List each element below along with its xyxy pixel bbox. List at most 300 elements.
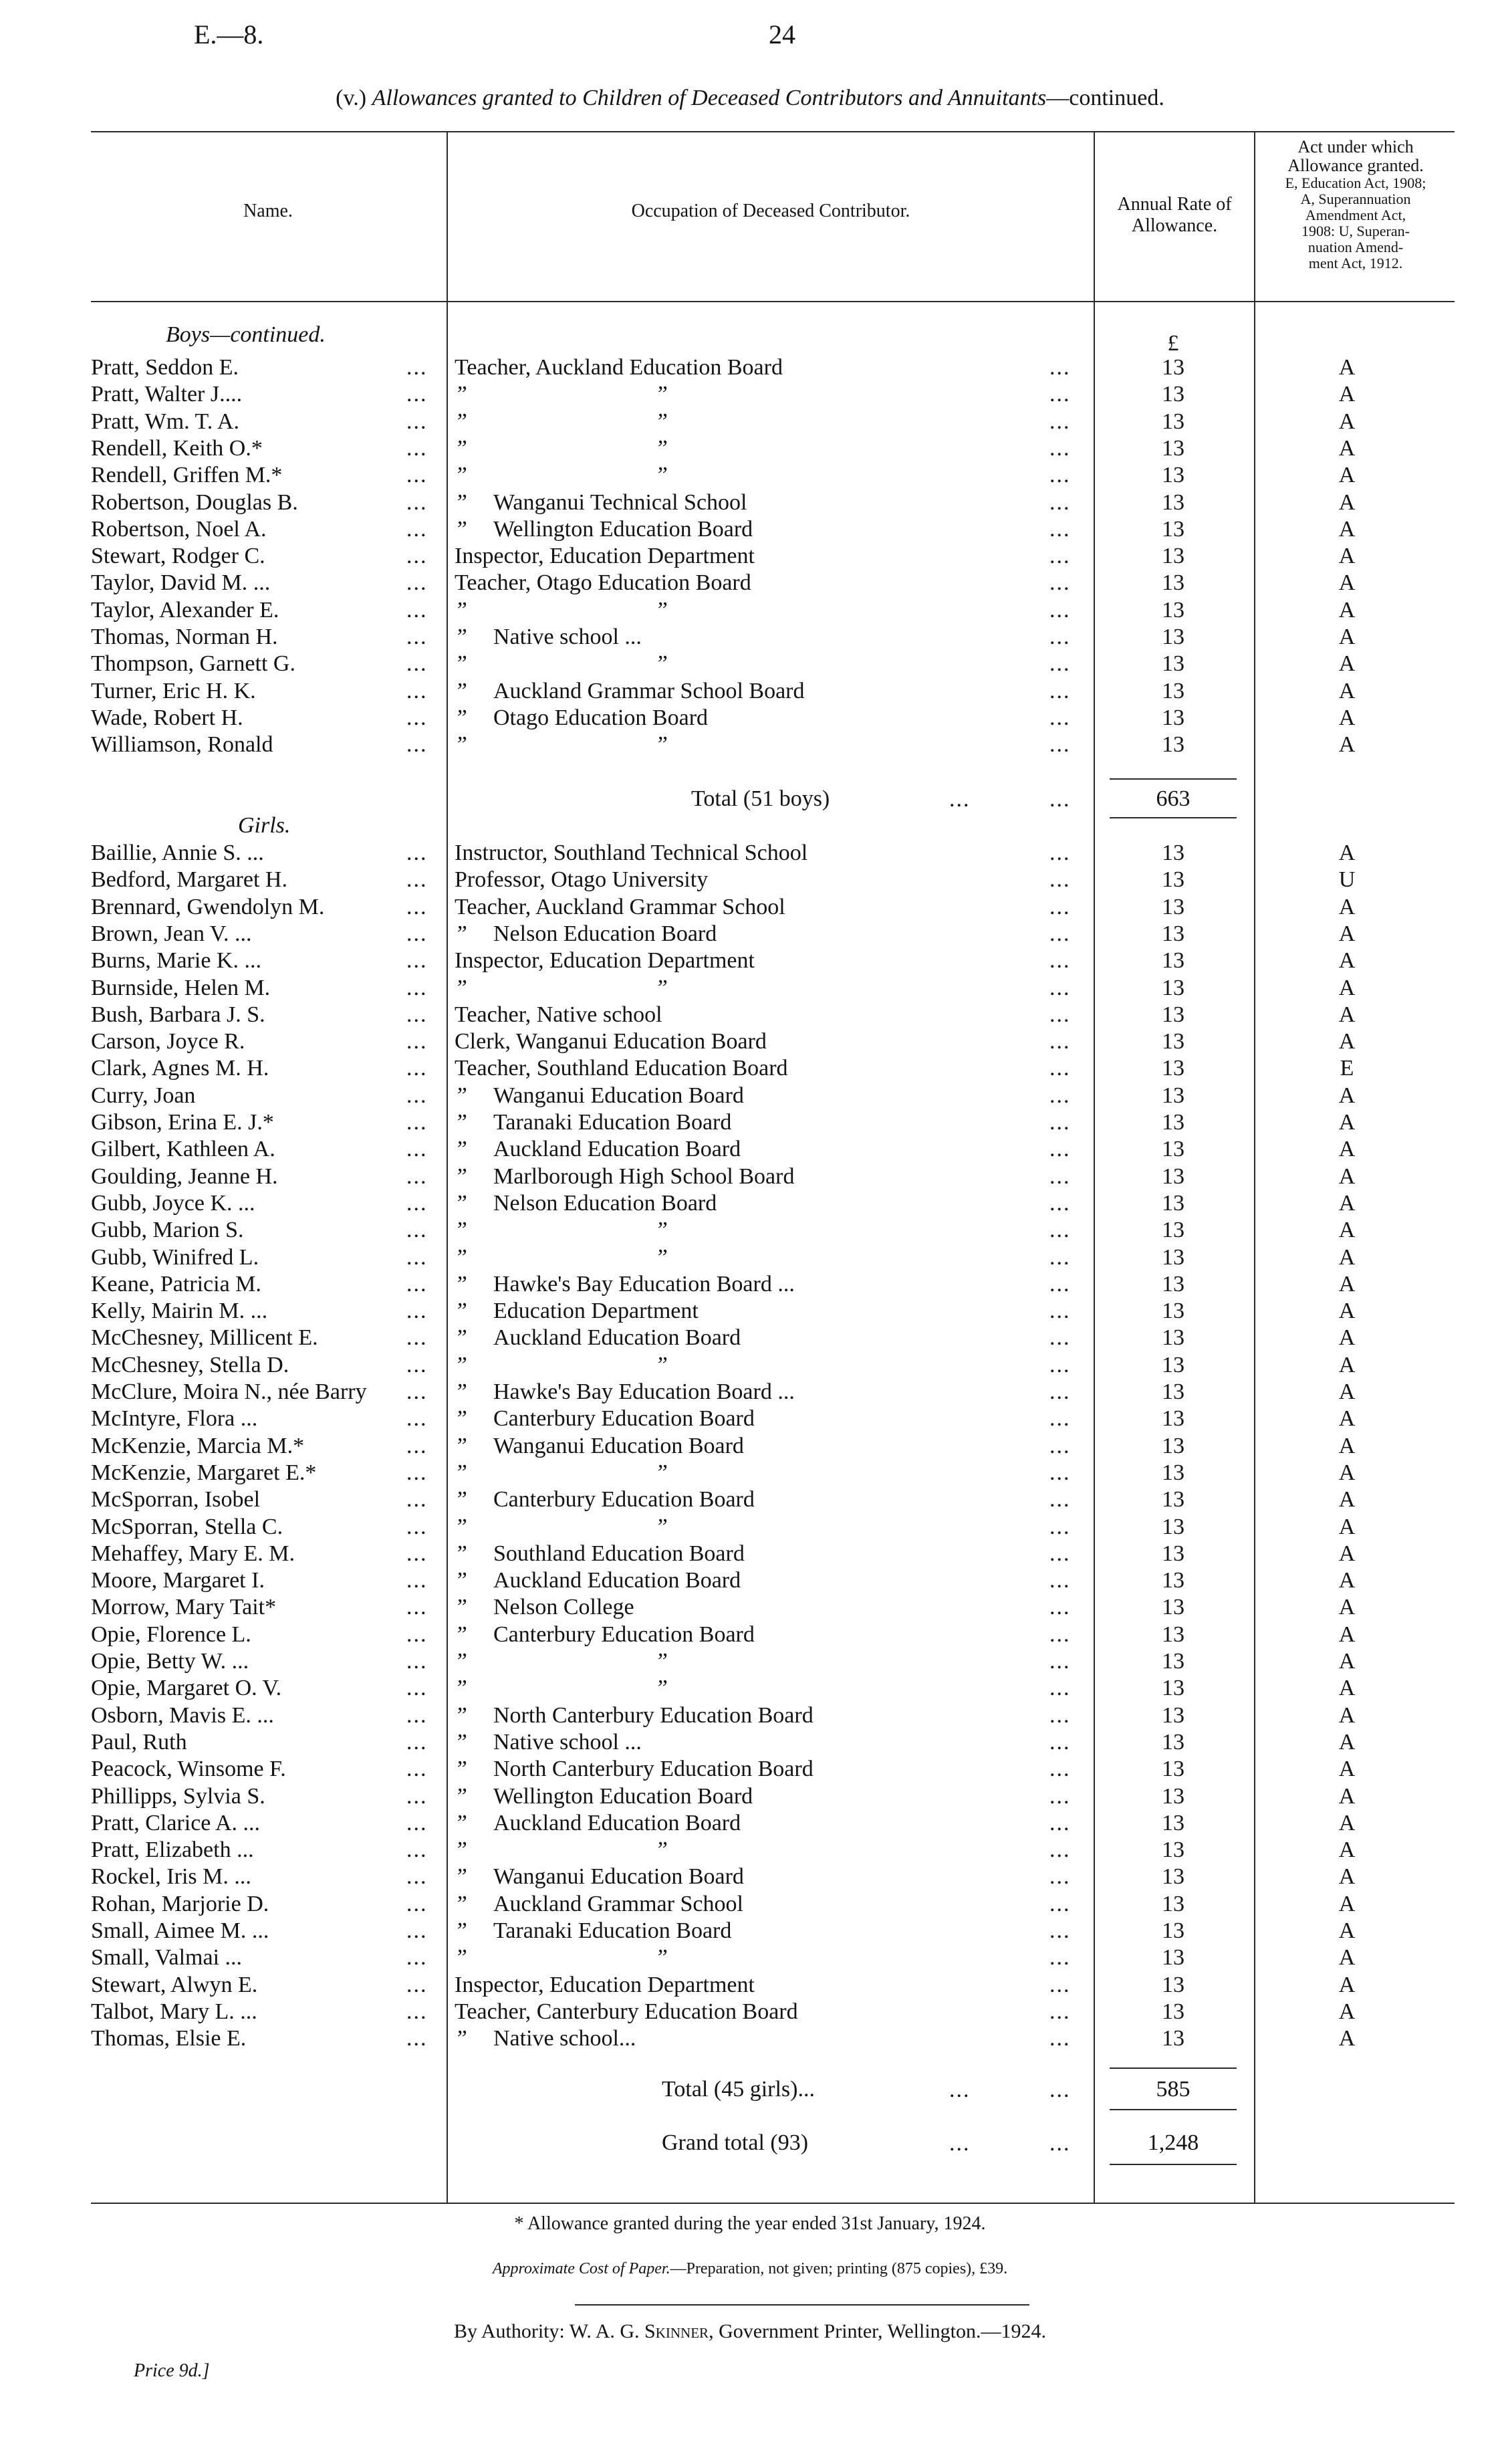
annual-rate: 13 [1162, 1137, 1184, 1162]
child-name: Thomas, Norman H. [91, 625, 278, 649]
occupation [455, 732, 668, 758]
leader-dots: ... [406, 1487, 428, 1513]
child-name: Rendell, Griffen M.* [91, 463, 283, 488]
act-code: A [1338, 1299, 1356, 1324]
leader-dots: ... [1049, 625, 1071, 649]
table-row [0, 1298, 1500, 1325]
annual-rate: 13 [1162, 1487, 1184, 1513]
occupation [455, 1702, 814, 1729]
occupation-text: Canterbury Education Board [493, 1621, 755, 1647]
occupation [455, 1621, 755, 1648]
ditto-mark: ” [655, 1352, 668, 1377]
child-name: Gilbert, Kathleen A. [91, 1137, 275, 1162]
leader-dots: ... [406, 1083, 428, 1108]
child-name: Carson, Joyce R. [91, 1029, 245, 1054]
leader-dots: ... [406, 1244, 428, 1270]
act-code: A [1338, 1837, 1356, 1863]
leader-dots: ... [1049, 1864, 1071, 1890]
leader-dots: ... [406, 1379, 428, 1404]
occupation [455, 2025, 636, 2052]
table-row [0, 1406, 1500, 1432]
occupation [455, 1918, 731, 1944]
act-code: A [1338, 1352, 1356, 1377]
child-name: Stewart, Rodger C. [91, 544, 265, 569]
leader-dots: ... [406, 921, 428, 946]
leader-dots: ... [406, 1783, 428, 1809]
leader-dots: ... [1049, 463, 1071, 488]
occupation [455, 1541, 745, 1567]
annual-rate: 13 [1162, 409, 1184, 434]
ditto-mark: ” [455, 1190, 467, 1216]
child-name: Rohan, Marjorie D. [91, 1891, 269, 1916]
leader-dots: ... [1049, 489, 1071, 515]
child-name: Phillipps, Sylvia S. [91, 1783, 265, 1809]
child-name: Pratt, Walter J.... [91, 382, 243, 407]
table-row [0, 894, 1500, 921]
annual-rate: 13 [1162, 1299, 1184, 1324]
occupation-text: Canterbury Education Board [493, 1487, 755, 1513]
leader-dots: ... [1049, 1541, 1071, 1566]
annual-rate: 13 [1162, 651, 1184, 677]
annual-rate: 13 [1162, 1379, 1184, 1404]
ditto-mark: ” [455, 678, 467, 703]
act-code: A [1338, 1676, 1356, 1701]
annual-rate: 13 [1162, 948, 1184, 974]
ditto-mark: ” [455, 409, 467, 434]
grand-total-dots-b: ... [1049, 2131, 1071, 2156]
act-code: A [1338, 1163, 1356, 1189]
child-name: Paul, Ruth [91, 1729, 187, 1755]
table-row [0, 1136, 1500, 1163]
child-name: Pratt, Clarice A. ... [91, 1810, 261, 1835]
child-name: Bush, Barbara J. S. [91, 1002, 265, 1027]
table-row [0, 732, 1500, 758]
table-bottom-rule [91, 2203, 1455, 2204]
leader-dots: ... [406, 1837, 428, 1863]
header-bottom-rule [91, 301, 1455, 302]
child-name: Taylor, David M. ... [91, 570, 271, 596]
ditto-mark: ” [455, 1676, 467, 1701]
table-row [0, 354, 1500, 381]
title-italic: Allowances granted to Children of Deceased Contributors and Annuitants [372, 86, 1047, 110]
leader-dots: ... [1049, 1972, 1071, 1997]
act-code: A [1338, 1810, 1356, 1835]
annual-rate: 13 [1162, 1002, 1184, 1027]
leader-dots: ... [406, 651, 428, 677]
act-code: A [1338, 1487, 1356, 1513]
ditto-mark: ” [455, 489, 467, 515]
occupation-text: Auckland Education Board [493, 1325, 741, 1351]
leader-dots: ... [1049, 705, 1071, 730]
leader-dots: ... [1049, 1137, 1071, 1162]
leader-dots: ... [1049, 1271, 1071, 1297]
grand-total-value: 1,248 [1147, 2130, 1199, 2155]
leader-dots: ... [406, 1595, 428, 1620]
annual-rate: 13 [1162, 732, 1184, 758]
act-code: A [1338, 1783, 1356, 1809]
occupation [455, 1271, 795, 1298]
leader-dots: ... [1049, 382, 1071, 407]
table-row [0, 1783, 1500, 1810]
annual-rate: 13 [1162, 1190, 1184, 1216]
act-code: A [1338, 1514, 1356, 1539]
act-code: A [1338, 1729, 1356, 1755]
annual-rate: 13 [1162, 1029, 1184, 1054]
occupation-text: Clerk, Wanganui Education Board [455, 1029, 767, 1054]
table-row [0, 1594, 1500, 1621]
child-name: Gubb, Joyce K. ... [91, 1190, 255, 1216]
table-row [0, 1702, 1500, 1729]
annual-rate: 13 [1162, 1810, 1184, 1835]
occupation-text: Otago Education Board [493, 705, 709, 730]
occupation-text: Marlborough High School Board [493, 1163, 795, 1189]
child-name: Pratt, Elizabeth ... [91, 1837, 254, 1863]
act-code: A [1338, 894, 1356, 919]
occupation [455, 1406, 755, 1432]
table-row [0, 840, 1500, 867]
table-row [0, 624, 1500, 651]
ditto-mark: ” [455, 463, 467, 488]
leader-dots: ... [406, 1999, 428, 2024]
act-code: A [1338, 1218, 1356, 1243]
leader-dots: ... [406, 948, 428, 974]
page-number: 24 [769, 19, 795, 49]
ditto-mark: ” [455, 651, 467, 677]
table-row [0, 543, 1500, 570]
leader-dots: ... [406, 1433, 428, 1458]
ditto-mark: ” [455, 975, 467, 1000]
leader-dots: ... [1049, 894, 1071, 919]
annual-rate: 13 [1162, 570, 1184, 596]
ditto-mark: ” [455, 1891, 467, 1916]
child-name: Small, Aimee M. ... [91, 1918, 269, 1943]
act-code: A [1338, 1110, 1356, 1135]
table-row [0, 409, 1500, 435]
leader-dots: ... [406, 1918, 428, 1943]
ditto-mark: ” [455, 1325, 467, 1351]
occupation [455, 975, 668, 1002]
child-name: Clark, Agnes M. H. [91, 1056, 269, 1081]
leader-dots: ... [1049, 1810, 1071, 1835]
girls-total-rule-bottom [1110, 2109, 1237, 2110]
occupation [455, 1325, 741, 1351]
girls-total-label: Total (45 girls)... [662, 2077, 815, 2102]
report-code: E.—8. [194, 19, 264, 49]
occupation-text: Native school... [493, 2026, 636, 2051]
authority-suffix: , Government Printer, Wellington.—1924. [709, 2320, 1046, 2342]
occupation-text: Hawke's Bay Education Board ... [493, 1379, 795, 1404]
leader-dots: ... [406, 570, 428, 596]
leader-dots: ... [406, 544, 428, 569]
occupation [455, 1891, 743, 1918]
act-code: A [1338, 1325, 1356, 1351]
act-code: E [1340, 1056, 1354, 1081]
child-name: McKenzie, Marcia M.* [91, 1433, 305, 1458]
price: Price 9d.] [134, 2360, 210, 2381]
leader-dots: ... [1049, 1945, 1071, 1971]
act-code: A [1338, 975, 1356, 1000]
occupation [455, 1486, 755, 1513]
leader-dots: ... [1049, 651, 1071, 677]
occupation-text: Taranaki Education Board [493, 1918, 732, 1943]
act-code: A [1338, 409, 1356, 434]
grand-total-rule-bottom [1110, 2164, 1237, 2165]
annual-rate: 13 [1162, 705, 1184, 730]
table-row [0, 705, 1500, 732]
occupation [455, 1028, 767, 1055]
occupation-text: Wellington Education Board [493, 1783, 753, 1809]
occupation-text: Nelson Education Board [493, 921, 717, 946]
table-row [0, 1567, 1500, 1594]
annual-rate: 13 [1162, 1406, 1184, 1432]
table-row [0, 597, 1500, 624]
child-name: McSporran, Isobel [91, 1487, 261, 1513]
child-name: Turner, Eric H. K. [91, 678, 256, 703]
child-name: Opie, Margaret O. V. [91, 1676, 282, 1701]
table-row [0, 1756, 1500, 1783]
child-name: Baillie, Annie S. ... [91, 841, 264, 865]
table-row [0, 867, 1500, 893]
table-row [0, 1325, 1500, 1351]
table-row [0, 1972, 1500, 1999]
occupation-text: Teacher, Southland Education Board [455, 1056, 788, 1081]
occupation [455, 921, 717, 947]
ditto-mark: ” [455, 1352, 467, 1377]
annual-rate: 13 [1162, 1891, 1184, 1916]
title-roman: (v.) [336, 86, 367, 110]
leader-dots: ... [1049, 867, 1071, 893]
leader-dots: ... [406, 1406, 428, 1432]
leader-dots: ... [1049, 1621, 1071, 1647]
occupation [455, 543, 755, 570]
ditto-mark: ” [455, 597, 467, 623]
occupation-text: Auckland Grammar School Board [493, 678, 805, 703]
ditto-mark: ” [455, 1595, 467, 1620]
act-code: U [1338, 867, 1356, 893]
ditto-mark: ” [455, 1163, 467, 1189]
occupation-text: Teacher, Auckland Grammar School [455, 894, 785, 919]
ditto-mark: ” [455, 1757, 467, 1782]
leader-dots: ... [1049, 1649, 1071, 1674]
leader-dots: ... [406, 355, 428, 380]
occupation-text: Instructor, Southland Technical School [455, 841, 808, 865]
leader-dots: ... [1049, 1352, 1071, 1377]
occupation [455, 1433, 744, 1460]
leader-dots: ... [1049, 1002, 1071, 1027]
act-code: A [1338, 732, 1356, 758]
occupation-text: Auckland Education Board [493, 1810, 741, 1835]
girls-total-dots-a: ... [949, 2078, 971, 2102]
act-code: A [1338, 1595, 1356, 1620]
table-row [0, 1891, 1500, 1918]
occupation-text: North Canterbury Education Board [493, 1757, 814, 1782]
ditto-mark: ” [655, 1514, 668, 1539]
occupation-text: Taranaki Education Board [493, 1110, 732, 1135]
occupation [455, 1190, 717, 1217]
occupation [455, 1352, 668, 1379]
child-name: Burnside, Helen M. [91, 975, 271, 1000]
act-code: A [1338, 948, 1356, 974]
girls-total-value: 585 [1156, 2077, 1191, 2102]
act-code: A [1338, 1864, 1356, 1890]
ditto-mark: ” [455, 732, 467, 758]
boys-total-label: Total (51 boys) [691, 786, 830, 811]
leader-dots: ... [406, 597, 428, 623]
table-title [0, 86, 1500, 111]
table-row [0, 1244, 1500, 1271]
leader-dots: ... [1049, 355, 1071, 380]
ditto-mark: ” [455, 1918, 467, 1943]
child-name: Opie, Florence L. [91, 1621, 251, 1647]
leader-dots: ... [1049, 1918, 1071, 1943]
child-name: Brennard, Gwendolyn M. [91, 894, 325, 919]
occupation [455, 1244, 668, 1271]
annual-rate: 13 [1162, 1163, 1184, 1189]
occupation [455, 840, 807, 867]
boys-total-value: 663 [1156, 786, 1191, 811]
occupation [455, 1136, 741, 1163]
child-name: Bedford, Margaret H. [91, 867, 287, 893]
title-suffix: —continued. [1046, 86, 1164, 110]
leader-dots: ... [406, 382, 428, 407]
table-row [0, 570, 1500, 596]
leader-dots: ... [406, 1541, 428, 1566]
ditto-mark: ” [455, 1649, 467, 1674]
ditto-mark: ” [655, 1244, 668, 1270]
leader-dots: ... [406, 1271, 428, 1297]
occupation [455, 1083, 744, 1109]
leader-dots: ... [1049, 1676, 1071, 1701]
ditto-mark: ” [455, 1271, 467, 1297]
table-row [0, 1944, 1500, 1971]
occupation-text: Auckland Grammar School [493, 1891, 743, 1916]
authority-line [0, 2320, 1500, 2343]
ditto-mark: ” [455, 625, 467, 649]
leader-dots: ... [406, 409, 428, 434]
annual-rate: 13 [1162, 1702, 1184, 1728]
annual-rate: 13 [1162, 489, 1184, 515]
annual-rate: 13 [1162, 355, 1184, 380]
ditto-mark: ” [455, 1379, 467, 1404]
ditto-mark: ” [455, 1702, 467, 1728]
girls-total-dots [0, 2077, 1500, 2104]
ditto-mark: ” [655, 1218, 668, 1243]
table-row [0, 1055, 1500, 1082]
annual-rate: 13 [1162, 1514, 1184, 1539]
leader-dots: ... [1049, 2026, 1071, 2051]
leader-dots: ... [1049, 544, 1071, 569]
annual-rate: 13 [1162, 1621, 1184, 1647]
table-row [0, 1648, 1500, 1675]
act-code: A [1338, 705, 1356, 730]
girls-total-rule-top [1110, 2067, 1237, 2069]
child-name: Small, Valmai ... [91, 1945, 243, 1971]
occupation [455, 1460, 668, 1486]
currency-symbol: £ [1167, 331, 1179, 356]
occupation-text: Teacher, Otago Education Board [455, 570, 751, 596]
leader-dots: ... [1049, 409, 1071, 434]
occupation-text: Teacher, Canterbury Education Board [455, 1999, 798, 2024]
child-name: Williamson, Ronald [91, 732, 273, 758]
occupation-text: Wanganui Education Board [493, 1864, 744, 1890]
ditto-mark: ” [455, 1568, 467, 1593]
table-row [0, 1109, 1500, 1136]
annual-rate: 13 [1162, 1083, 1184, 1108]
printer-name: Skinner [644, 2320, 709, 2342]
col-head-occupation: Occupation of Deceased Contributor. [631, 201, 910, 221]
table-row [0, 1433, 1500, 1460]
leader-dots: ... [406, 463, 428, 488]
cost-label: Approximate Cost of Paper. [492, 2260, 670, 2277]
occupation [455, 409, 668, 435]
child-name: McIntyre, Flora ... [91, 1406, 258, 1432]
leader-dots: ... [1049, 1460, 1071, 1485]
ditto-mark: ” [655, 1649, 668, 1674]
leader-dots: ... [1049, 1190, 1071, 1216]
leader-dots: ... [406, 1864, 428, 1890]
table-row [0, 1541, 1500, 1567]
annual-rate: 13 [1162, 544, 1184, 569]
ditto-mark: ” [455, 705, 467, 730]
cost-text: —Preparation, not given; printing (875 copies), £39. [670, 2260, 1008, 2277]
leader-dots: ... [406, 1621, 428, 1647]
occupation-text: North Canterbury Education Board [493, 1702, 814, 1728]
act-code: A [1338, 2026, 1356, 2051]
leader-dots: ... [406, 1056, 428, 1081]
annual-rate: 13 [1162, 1433, 1184, 1458]
table-row [0, 1002, 1500, 1028]
act-code: A [1338, 1137, 1356, 1162]
leader-dots: ... [1049, 435, 1071, 461]
leader-dots: ... [1049, 1379, 1071, 1404]
table-row [0, 1729, 1500, 1756]
cost-of-paper [0, 2260, 1500, 2278]
act-code: A [1338, 1702, 1356, 1728]
child-name: Mehaffey, Mary E. M. [91, 1541, 295, 1566]
leader-dots: ... [406, 1649, 428, 1674]
grand-total-label: Grand total (93) [662, 2130, 809, 2155]
occupation [455, 1002, 662, 1028]
boys-total-dots [0, 786, 1500, 813]
child-name: Rendell, Keith O.* [91, 435, 263, 461]
act-code: A [1338, 597, 1356, 623]
table-row [0, 651, 1500, 677]
act-code: A [1338, 1029, 1356, 1054]
ditto-mark: ” [655, 732, 668, 758]
leader-dots: ... [1049, 516, 1071, 542]
child-name: Keane, Patricia M. [91, 1271, 261, 1297]
annual-rate: 13 [1162, 1729, 1184, 1755]
table-row [0, 1810, 1500, 1837]
occupation [455, 462, 668, 489]
occupation [455, 624, 642, 651]
annual-rate: 13 [1162, 1918, 1184, 1943]
table-row [0, 462, 1500, 489]
occupation [455, 947, 755, 974]
leader-dots: ... [1049, 1110, 1071, 1135]
child-name: McSporran, Stella C. [91, 1514, 283, 1539]
annual-rate: 13 [1162, 678, 1184, 703]
table-row [0, 1163, 1500, 1190]
occupation-text: Wellington Education Board [493, 516, 753, 542]
ditto-mark: ” [455, 1460, 467, 1485]
annual-rate: 13 [1162, 1568, 1184, 1593]
annual-rate: 13 [1162, 841, 1184, 865]
col-head-act [1255, 138, 1456, 271]
boys-total-dots-b: ... [1049, 787, 1071, 812]
ditto-mark: ” [455, 1621, 467, 1647]
child-name: Osborn, Mavis E. ... [91, 1702, 274, 1728]
